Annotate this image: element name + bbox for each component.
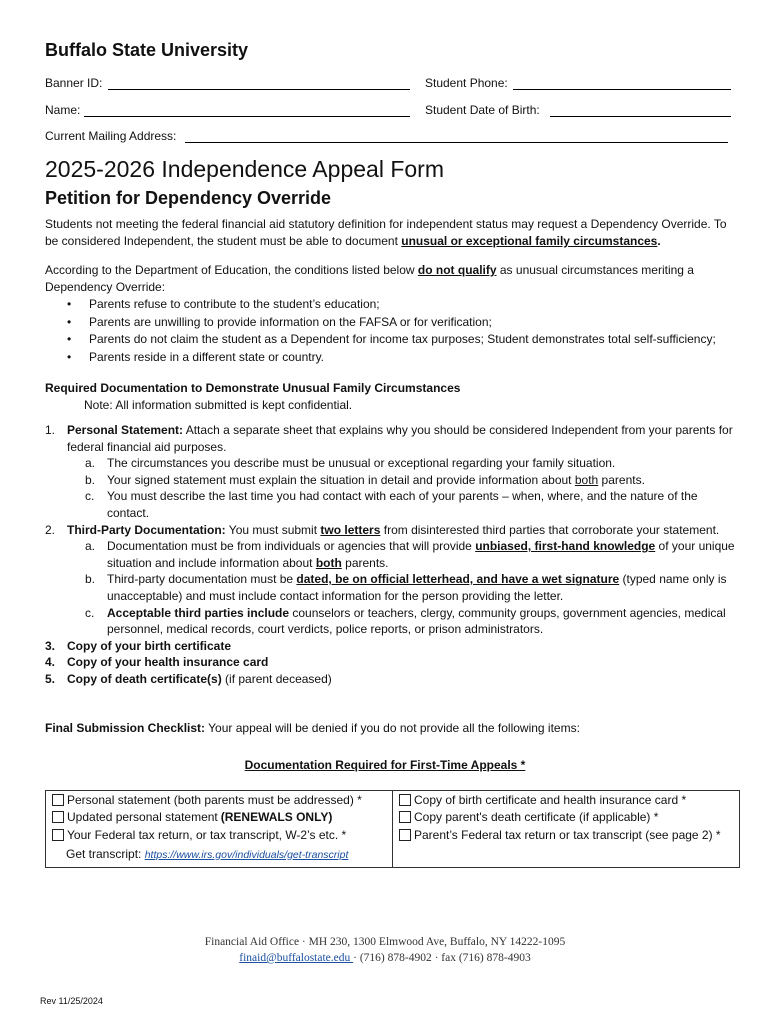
- footer-email-link[interactable]: finaid@buffalostate.edu: [239, 952, 354, 964]
- transcript-link[interactable]: https://www.irs.gov/individuals/get-transcript: [144, 848, 349, 861]
- sub-item: [45, 538, 735, 571]
- item-label: Copy of your health insurance card: [67, 655, 269, 670]
- doe-post: as unusual circumstances meriting a Dependency Override:: [45, 263, 694, 294]
- doe-bullet: • Parents do not claim the student as a Dependent for income tax purposes; Student demonstrates total self-sufficiency;: [45, 331, 735, 349]
- checkbox[interactable]: [52, 794, 64, 806]
- sub-text: counselors or teachers, clergy, community groups, government agencies, medical personnel, medical records, court verdicts, police reports, or prison administrators.: [107, 605, 726, 637]
- name-label: Name:: [45, 103, 81, 117]
- item-third-party-documentation: [45, 522, 735, 539]
- item-number: 2.: [45, 522, 56, 537]
- transcript-label: Get transcript:: [66, 846, 145, 861]
- checklist-item-label: Updated personal statement: [67, 810, 218, 825]
- checklist-item[interactable]: [393, 826, 738, 844]
- sub-text: parents.: [341, 555, 389, 570]
- student-phone-label: Student Phone:: [425, 76, 508, 90]
- item-number: 5.: [45, 671, 56, 686]
- sub-text: Your signed statement must explain the situation in detail and provide information about: [107, 472, 575, 487]
- intro-text: Students not meeting the federal financial aid statutory definition for independent status may request a Dependency Override. To be considered Independent, the student must be able to document: [45, 217, 727, 248]
- sub-item: [45, 605, 735, 638]
- required-documents-list: [45, 422, 735, 688]
- checklist-left-column: [46, 791, 393, 867]
- item-text: You must submit: [225, 522, 321, 537]
- sub-emphasis: unbiased, first-hand knowledge: [475, 539, 656, 554]
- sub-item: [45, 571, 735, 604]
- doe-bullet: • Parents are unwilling to provide information on the FAFSA or for verification;: [45, 314, 735, 332]
- dob-field[interactable]: [550, 116, 731, 117]
- checkbox[interactable]: [399, 811, 411, 823]
- required-heading: Required Documentation to Demonstrate Unusual Family Circumstances: [45, 381, 461, 395]
- sub-item: [45, 472, 735, 489]
- sub-item: [45, 455, 735, 472]
- sub-text: (typed name only is unacceptable) and must include contact information for the person providing the letter.: [107, 572, 727, 603]
- banner-id-field[interactable]: [108, 89, 410, 90]
- checkbox[interactable]: [52, 829, 64, 841]
- item-birth-certificate: [45, 638, 735, 655]
- item-number: 3.: [45, 638, 56, 653]
- final-label: Final Submission Checklist:: [45, 721, 206, 735]
- sub-text: The circumstances you describe must be unusual or exceptional regarding your family situation.: [107, 456, 616, 471]
- checkbox[interactable]: [399, 794, 411, 806]
- checklist-item-label: Your Federal tax return, or tax transcript, W-2’s etc. *: [67, 827, 347, 842]
- final-text: Your appeal will be denied if you do not provide all the following items:: [205, 721, 580, 735]
- checklist-heading: Documentation Required for First-Time Appeals *: [244, 758, 526, 772]
- checklist-table: [45, 790, 740, 868]
- item-text: from disinterested third parties that corroborate your statement.: [380, 522, 720, 537]
- university-name: Buffalo State University: [45, 40, 249, 60]
- checklist-item-label: Copy parent's death certificate (if applicable) *: [414, 810, 659, 825]
- checklist-item[interactable]: [393, 791, 738, 809]
- sub-emphasis: both: [315, 555, 342, 570]
- sub-text: parents.: [598, 472, 645, 487]
- item-number: 1.: [45, 423, 56, 437]
- doe-paragraph: [45, 262, 735, 366]
- sub-emphasis: dated, be on official letterhead, and have a wet signature: [296, 572, 620, 587]
- doe-emphasis: do not qualify: [417, 263, 497, 277]
- doe-pre: According to the Department of Education, the conditions listed below: [45, 263, 418, 277]
- checkbox[interactable]: [52, 811, 64, 823]
- checklist-item-label: Copy of birth certificate and health insurance card *: [414, 792, 687, 807]
- sub-letter: c.: [85, 489, 95, 504]
- doe-bullet-list: [45, 296, 735, 366]
- intro-paragraph: [45, 216, 735, 250]
- final-checklist-note: [45, 721, 580, 735]
- sub-letter: a.: [85, 539, 96, 554]
- student-phone-field[interactable]: [513, 89, 731, 90]
- doe-bullet: • Parents reside in a different state or country.: [45, 349, 735, 367]
- checklist-item-label: Personal statement (both parents must be addressed) *: [67, 792, 362, 807]
- banner-id-label: Banner ID:: [45, 76, 103, 90]
- sub-emphasis: both: [574, 472, 599, 487]
- sub-text: Documentation must be from individuals or agencies that will provide: [107, 539, 476, 554]
- item-label: Personal Statement:: [67, 423, 184, 437]
- sub-letter: c.: [85, 605, 95, 620]
- form-title: 2025-2026 Independence Appeal Form: [45, 156, 444, 182]
- name-field[interactable]: [84, 116, 410, 117]
- sub-letter: a.: [85, 456, 96, 471]
- item-label: Copy of death certificate(s): [67, 671, 222, 686]
- intro-emphasis: unusual or exceptional family circumstances: [401, 234, 658, 248]
- sub-text: You must describe the last time you had contact with each of your parents – when, where, and the nature of the contact.: [107, 489, 698, 520]
- sub-label: Acceptable third parties include: [107, 605, 290, 620]
- intro-end: .: [657, 234, 661, 248]
- doe-bullet: • Parents refuse to contribute to the student’s education;: [45, 296, 735, 314]
- sub-letter: b.: [85, 472, 96, 487]
- sub-letter: b.: [85, 572, 96, 587]
- transcript-line: [46, 844, 392, 864]
- checklist-item-label: Parent’s Federal tax return or tax transcript (see page 2) *: [414, 827, 721, 842]
- form-subtitle: Petition for Dependency Override: [45, 188, 332, 208]
- item-death-certificate: [45, 671, 735, 688]
- item-emphasis: two letters: [320, 522, 381, 537]
- item-personal-statement: [45, 422, 735, 455]
- item-label: Third-Party Documentation:: [67, 522, 226, 537]
- checklist-item[interactable]: [393, 809, 738, 827]
- address-field[interactable]: [185, 142, 728, 143]
- item-text: (if parent deceased): [221, 671, 332, 686]
- checklist-item[interactable]: [46, 809, 392, 827]
- footer-contact: [0, 952, 770, 964]
- footer-address: Financial Aid Office · MH 230, 1300 Elmwood Ave, Buffalo, NY 14222-1095: [204, 936, 566, 948]
- dob-label: Student Date of Birth:: [425, 103, 540, 117]
- checklist-item[interactable]: [46, 826, 392, 844]
- sub-text: of your unique situation and include information about: [107, 539, 735, 570]
- confidential-note: Note: All information submitted is kept confidential.: [84, 398, 353, 412]
- item-text: Attach a separate sheet that explains why you should be considered Independent from your parents for federal financial aid purposes.: [67, 423, 733, 454]
- checkbox[interactable]: [399, 829, 411, 841]
- checklist-item[interactable]: [46, 791, 392, 809]
- item-label: Copy of your birth certificate: [67, 638, 232, 653]
- checklist-right-column: [393, 791, 738, 867]
- address-label: Current Mailing Address:: [45, 129, 177, 143]
- item-number: 4.: [45, 655, 56, 670]
- sub-item: [45, 488, 735, 521]
- item-health-insurance: [45, 654, 735, 671]
- sub-text: Third-party documentation must be: [107, 572, 297, 587]
- checklist-item-emphasis: (RENEWALS ONLY): [220, 810, 333, 825]
- footer-phone-fax: · (716) 878-4902 · fax (716) 878-4903: [353, 952, 531, 964]
- revision-date: Rev 11/25/2024: [40, 996, 103, 1006]
